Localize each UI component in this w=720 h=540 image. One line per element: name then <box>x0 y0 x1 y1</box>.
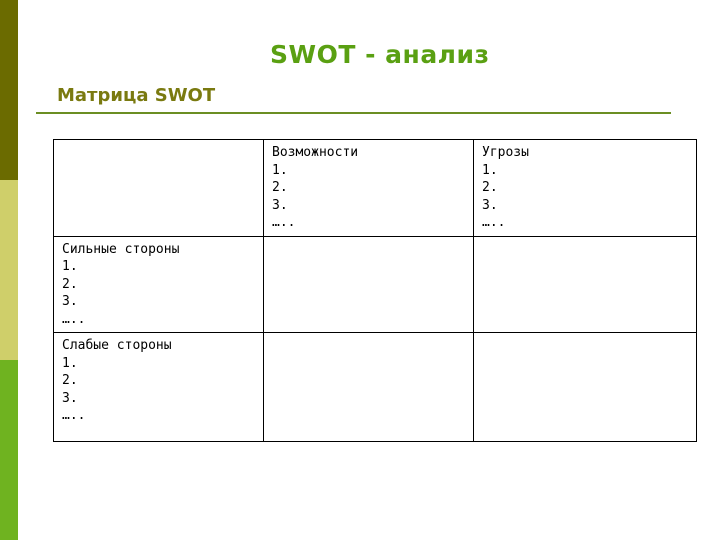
wt-cell <box>474 333 697 442</box>
threats-item-3: 3. <box>482 197 498 213</box>
strengths-item-more: ….. <box>62 311 86 327</box>
weaknesses-item-1: 1. <box>62 355 78 371</box>
threats-item-2: 2. <box>482 180 498 195</box>
strengths-item-1: 1. <box>62 259 78 274</box>
so-cell <box>264 236 474 333</box>
side-bar-top <box>0 0 18 180</box>
matrix-strengths-row <box>54 236 697 333</box>
opportunities-item-2: 2. <box>272 180 288 195</box>
wo-cell <box>264 333 474 442</box>
st-cell <box>474 236 697 333</box>
strengths-header-cell <box>54 236 264 333</box>
weaknesses-item-more: ….. <box>62 408 86 423</box>
side-bar-bottom <box>0 360 18 540</box>
opportunities-heading: Возможности <box>272 145 359 160</box>
strengths-item-3: 3. <box>62 294 78 309</box>
slide-title: SWOT - анализ <box>270 40 490 69</box>
title-divider <box>36 112 671 114</box>
weaknesses-heading: Слабые стороны <box>62 338 172 353</box>
opportunities-header-cell <box>264 140 474 237</box>
opportunities-item-3: 3. <box>272 197 288 213</box>
strengths-item-2: 2. <box>62 276 78 292</box>
threats-item-more: ….. <box>482 215 506 230</box>
threats-item-1: 1. <box>482 162 498 178</box>
matrix-header-row <box>54 140 697 237</box>
threats-heading: Угрозы <box>482 145 529 160</box>
opportunities-item-more: ….. <box>272 215 296 230</box>
strengths-heading: Сильные стороны <box>62 241 180 257</box>
weaknesses-item-3: 3. <box>62 390 78 406</box>
side-bar-middle <box>0 180 18 360</box>
slide-subtitle: Матрица SWOT <box>57 85 216 106</box>
threats-header-cell <box>474 140 697 237</box>
weaknesses-item-2: 2. <box>62 373 78 388</box>
swot-matrix <box>53 139 697 442</box>
matrix-weaknesses-row <box>54 333 697 442</box>
opportunities-item-1: 1. <box>272 162 288 178</box>
weaknesses-header-cell <box>54 333 264 442</box>
matrix-corner-cell <box>54 140 264 237</box>
